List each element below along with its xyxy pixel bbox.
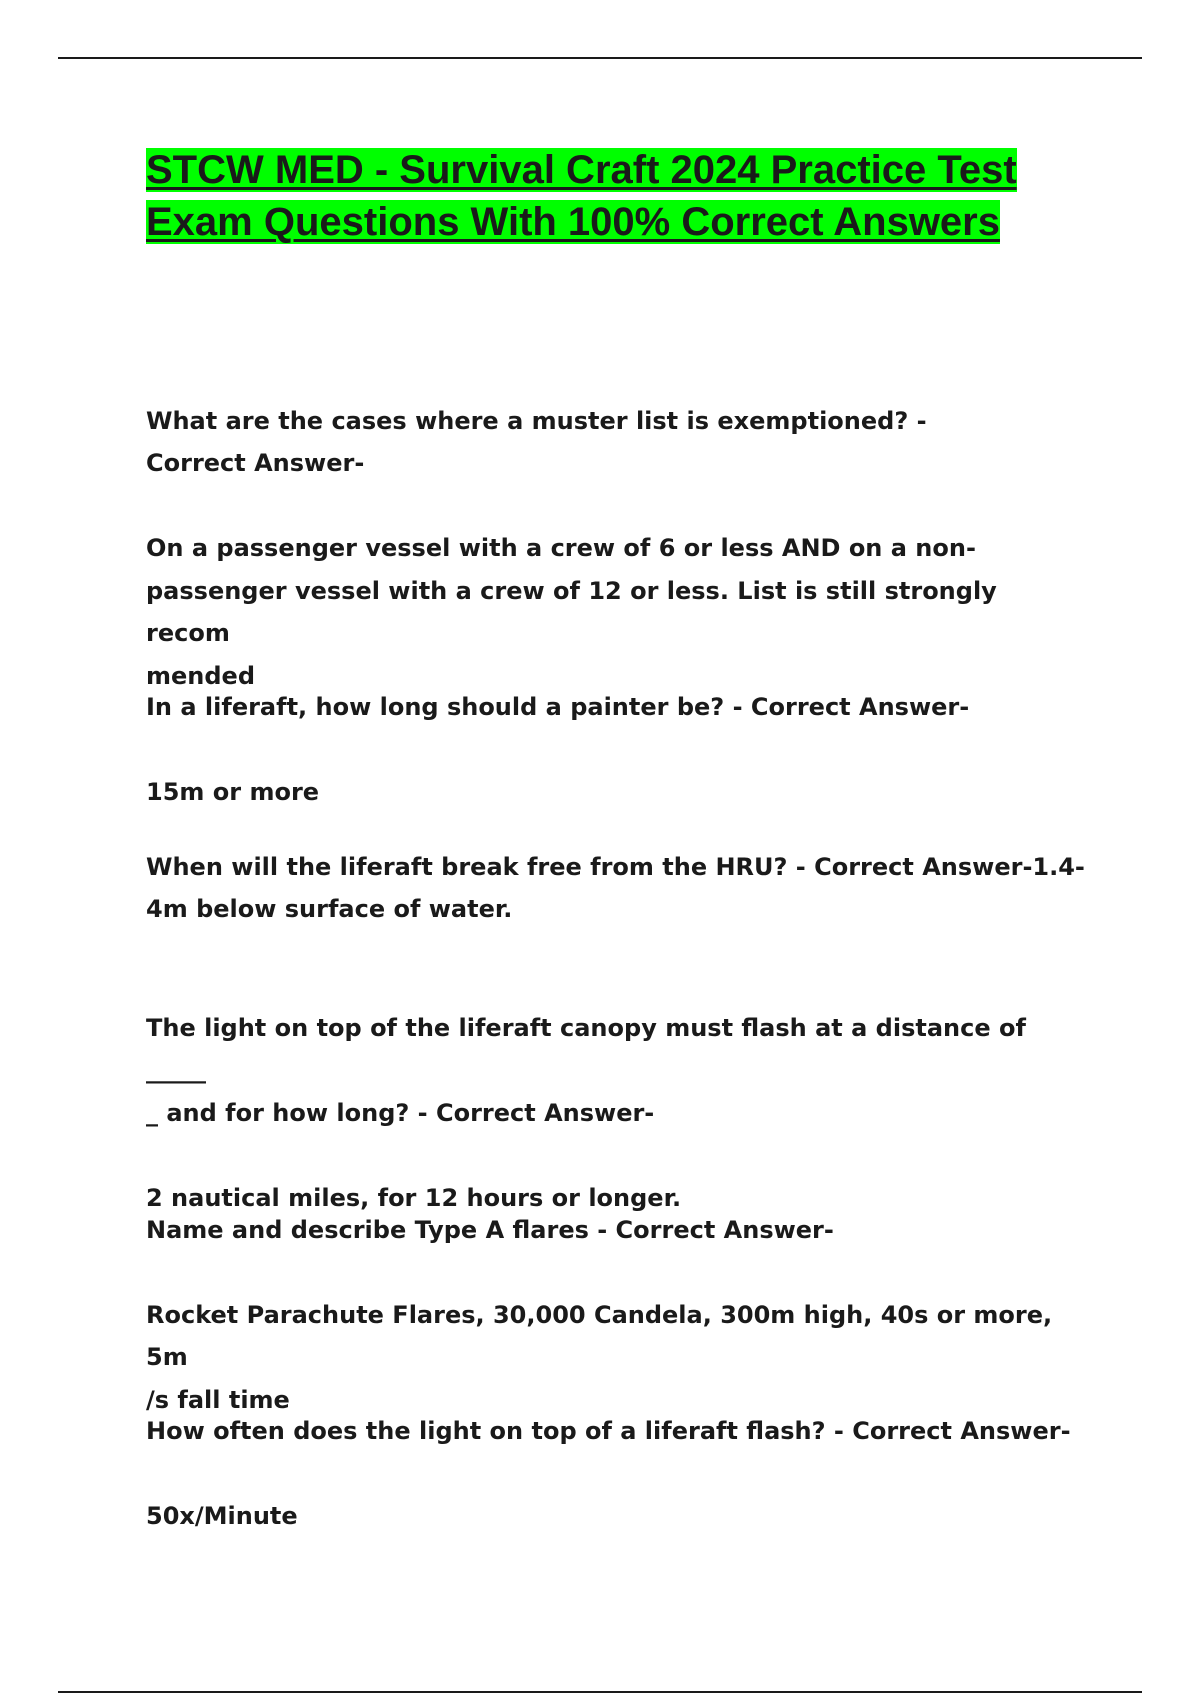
qa-item: [146, 1367, 1086, 1580]
question-text: Name and describe Type A flares - Correct Answer-: [146, 1215, 834, 1244]
question-text: How often does the light on top of a liferaft flash? - Correct Answer-: [146, 1416, 1071, 1445]
answer-text: Rocket Parachute Flares, 30,000 Candela, 300m high, 40s or more, 5m /s fall time: [146, 1300, 1053, 1414]
document-title: [146, 144, 1046, 248]
question-text: What are the cases where a muster list is exemptioned? - Correct Answer-: [146, 406, 927, 477]
answer-text: On a passenger vessel with a crew of 6 or less AND on a non- passenger vessel with a crew of 12 or less. List is still strongly recom mended: [146, 534, 997, 690]
bottom-divider: [58, 1691, 1142, 1693]
answer-text: 15m or more: [146, 777, 320, 806]
question-text: In a liferaft, how long should a painter be? - Correct Answer-: [146, 692, 970, 721]
answer-text: 2 nautical miles, for 12 hours or longer.: [146, 1183, 682, 1212]
top-divider: [58, 57, 1142, 59]
answer-text: 50x/Minute: [146, 1501, 298, 1530]
qa-item: [146, 803, 1086, 973]
question-text: When will the liferaft break free from the HRU? - Correct Answer-1.4- 4m below surface of water.: [146, 852, 1085, 923]
question-text: The light on top of the liferaft canopy must flash at a distance of _____ _ and for how long? - Correct Answer-: [146, 1013, 1026, 1127]
document-title-highlight: STCW MED - Survival Craft 2024 Practice Test Exam Questions With 100% Correct Answers: [146, 148, 1017, 244]
